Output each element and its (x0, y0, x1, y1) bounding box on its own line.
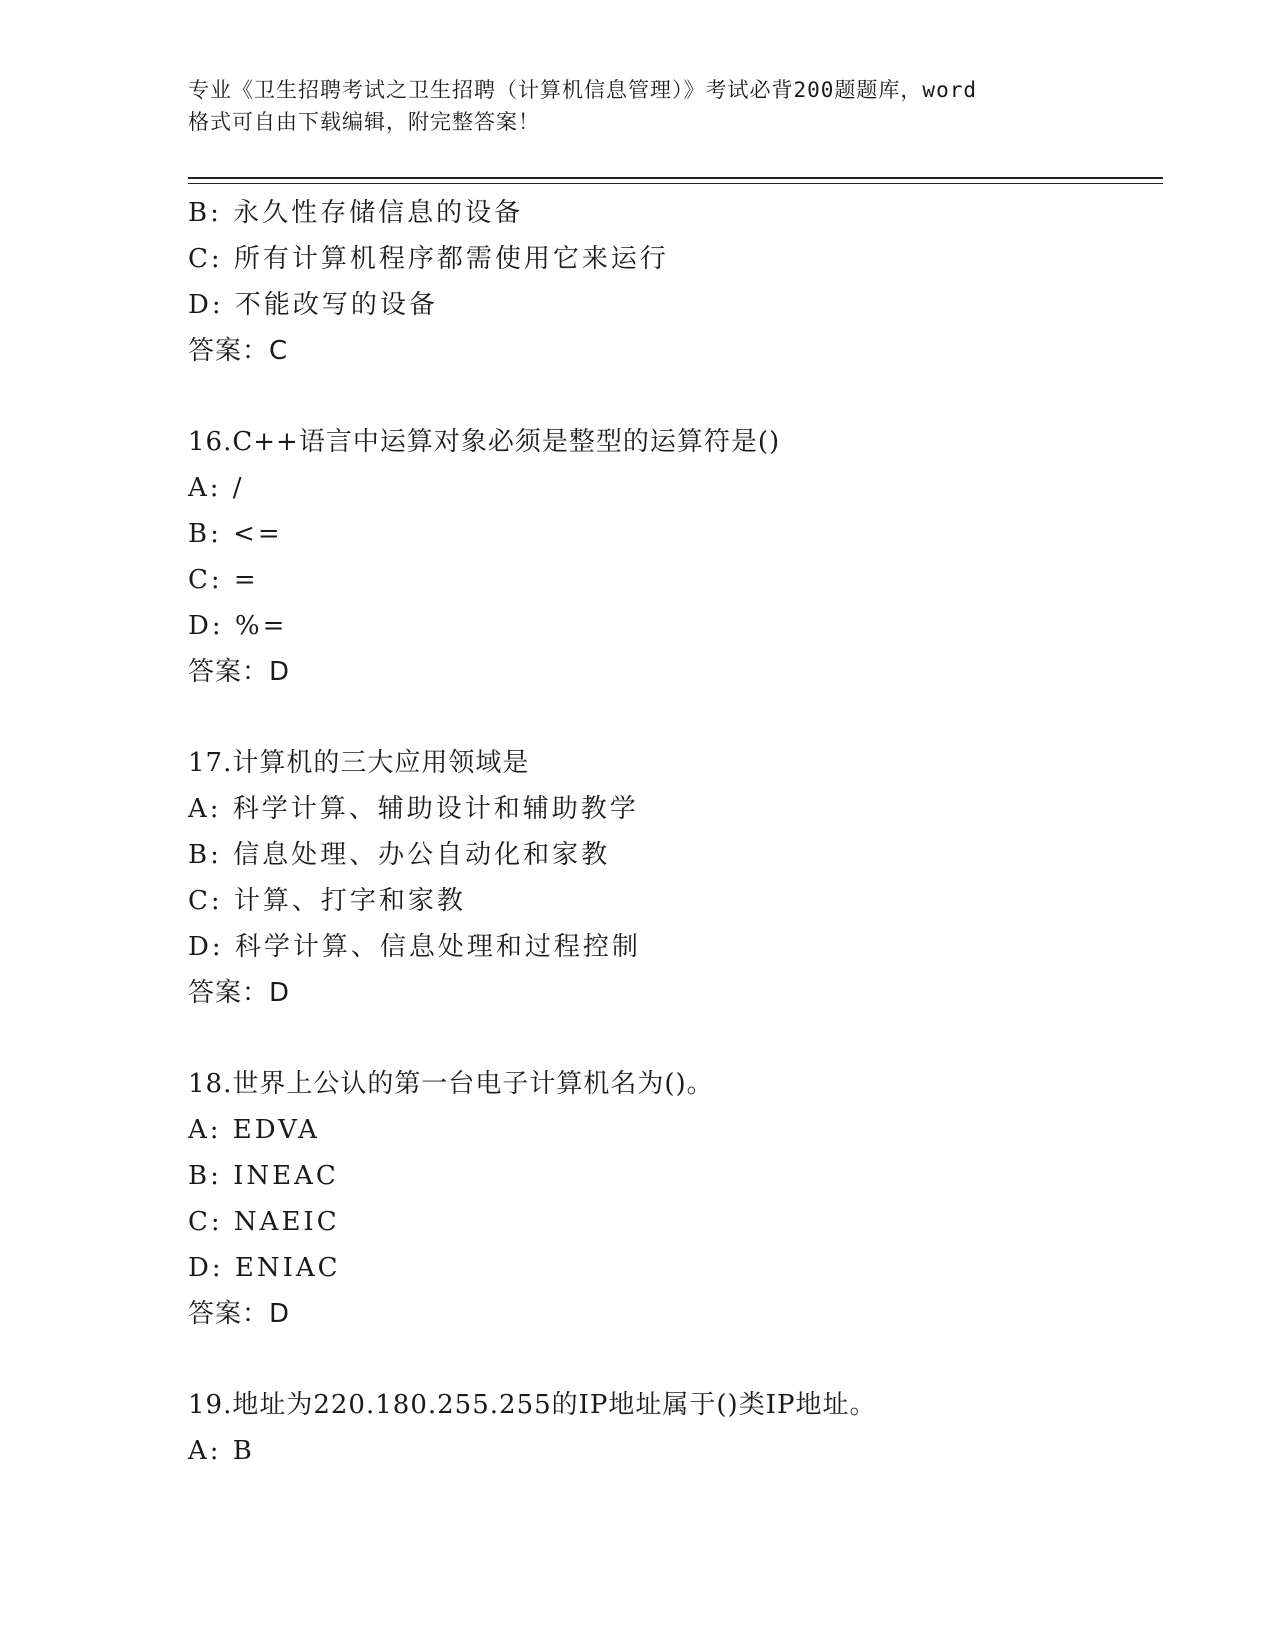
question-stem: 19.地址为220.180.255.255的IP地址属于()类IP地址。 (188, 1390, 877, 1420)
option-d: D: %= (188, 611, 288, 641)
header-line-2: 格式可自由下载编辑，附完整答案！ (188, 110, 540, 134)
option-c: C: 计算、打字和家教 (188, 886, 466, 916)
document-header (188, 74, 1108, 138)
question-18 (188, 1061, 1163, 1337)
option-b: B: INEAC (188, 1161, 339, 1191)
option-a: A: 科学计算、辅助设计和辅助教学 (188, 794, 639, 824)
option-d: D: 科学计算、信息处理和过程控制 (188, 932, 641, 962)
option-d: D: ENIAC (188, 1253, 341, 1283)
option-b: B: 信息处理、办公自动化和家教 (188, 840, 611, 870)
question-19 (188, 1382, 1163, 1474)
answer: 答案：D (188, 978, 291, 1008)
answer: 答案：D (188, 1299, 291, 1329)
question-16 (188, 419, 1163, 695)
question-17 (188, 740, 1163, 1016)
header-divider-thin (188, 183, 1163, 184)
option-a: A: EDVA (188, 1115, 320, 1145)
question-list (188, 190, 1163, 1474)
question-15-continued (188, 190, 1163, 374)
option-c: C: = (188, 565, 259, 595)
option-c: C: NAEIC (188, 1207, 340, 1237)
answer: 答案：C (188, 336, 289, 366)
option-d: D: 不能改写的设备 (188, 290, 438, 320)
option-a: A: / (188, 473, 245, 503)
option-b: B: 永久性存储信息的设备 (188, 198, 524, 228)
option-c: C: 所有计算机程序都需使用它来运行 (188, 244, 669, 274)
option-a: A: B (188, 1436, 255, 1466)
question-stem: 16.C++语言中运算对象必须是整型的运算符是() (188, 427, 781, 457)
question-stem: 17.计算机的三大应用领域是 (188, 748, 530, 778)
option-b: B: <= (188, 519, 283, 549)
answer: 答案：D (188, 657, 291, 687)
header-divider-thick (188, 177, 1163, 179)
question-stem: 18.世界上公认的第一台电子计算机名为()。 (188, 1069, 714, 1099)
header-line-1: 专业《卫生招聘考试之卫生招聘（计算机信息管理）》考试必背200题题库，word (188, 78, 977, 102)
